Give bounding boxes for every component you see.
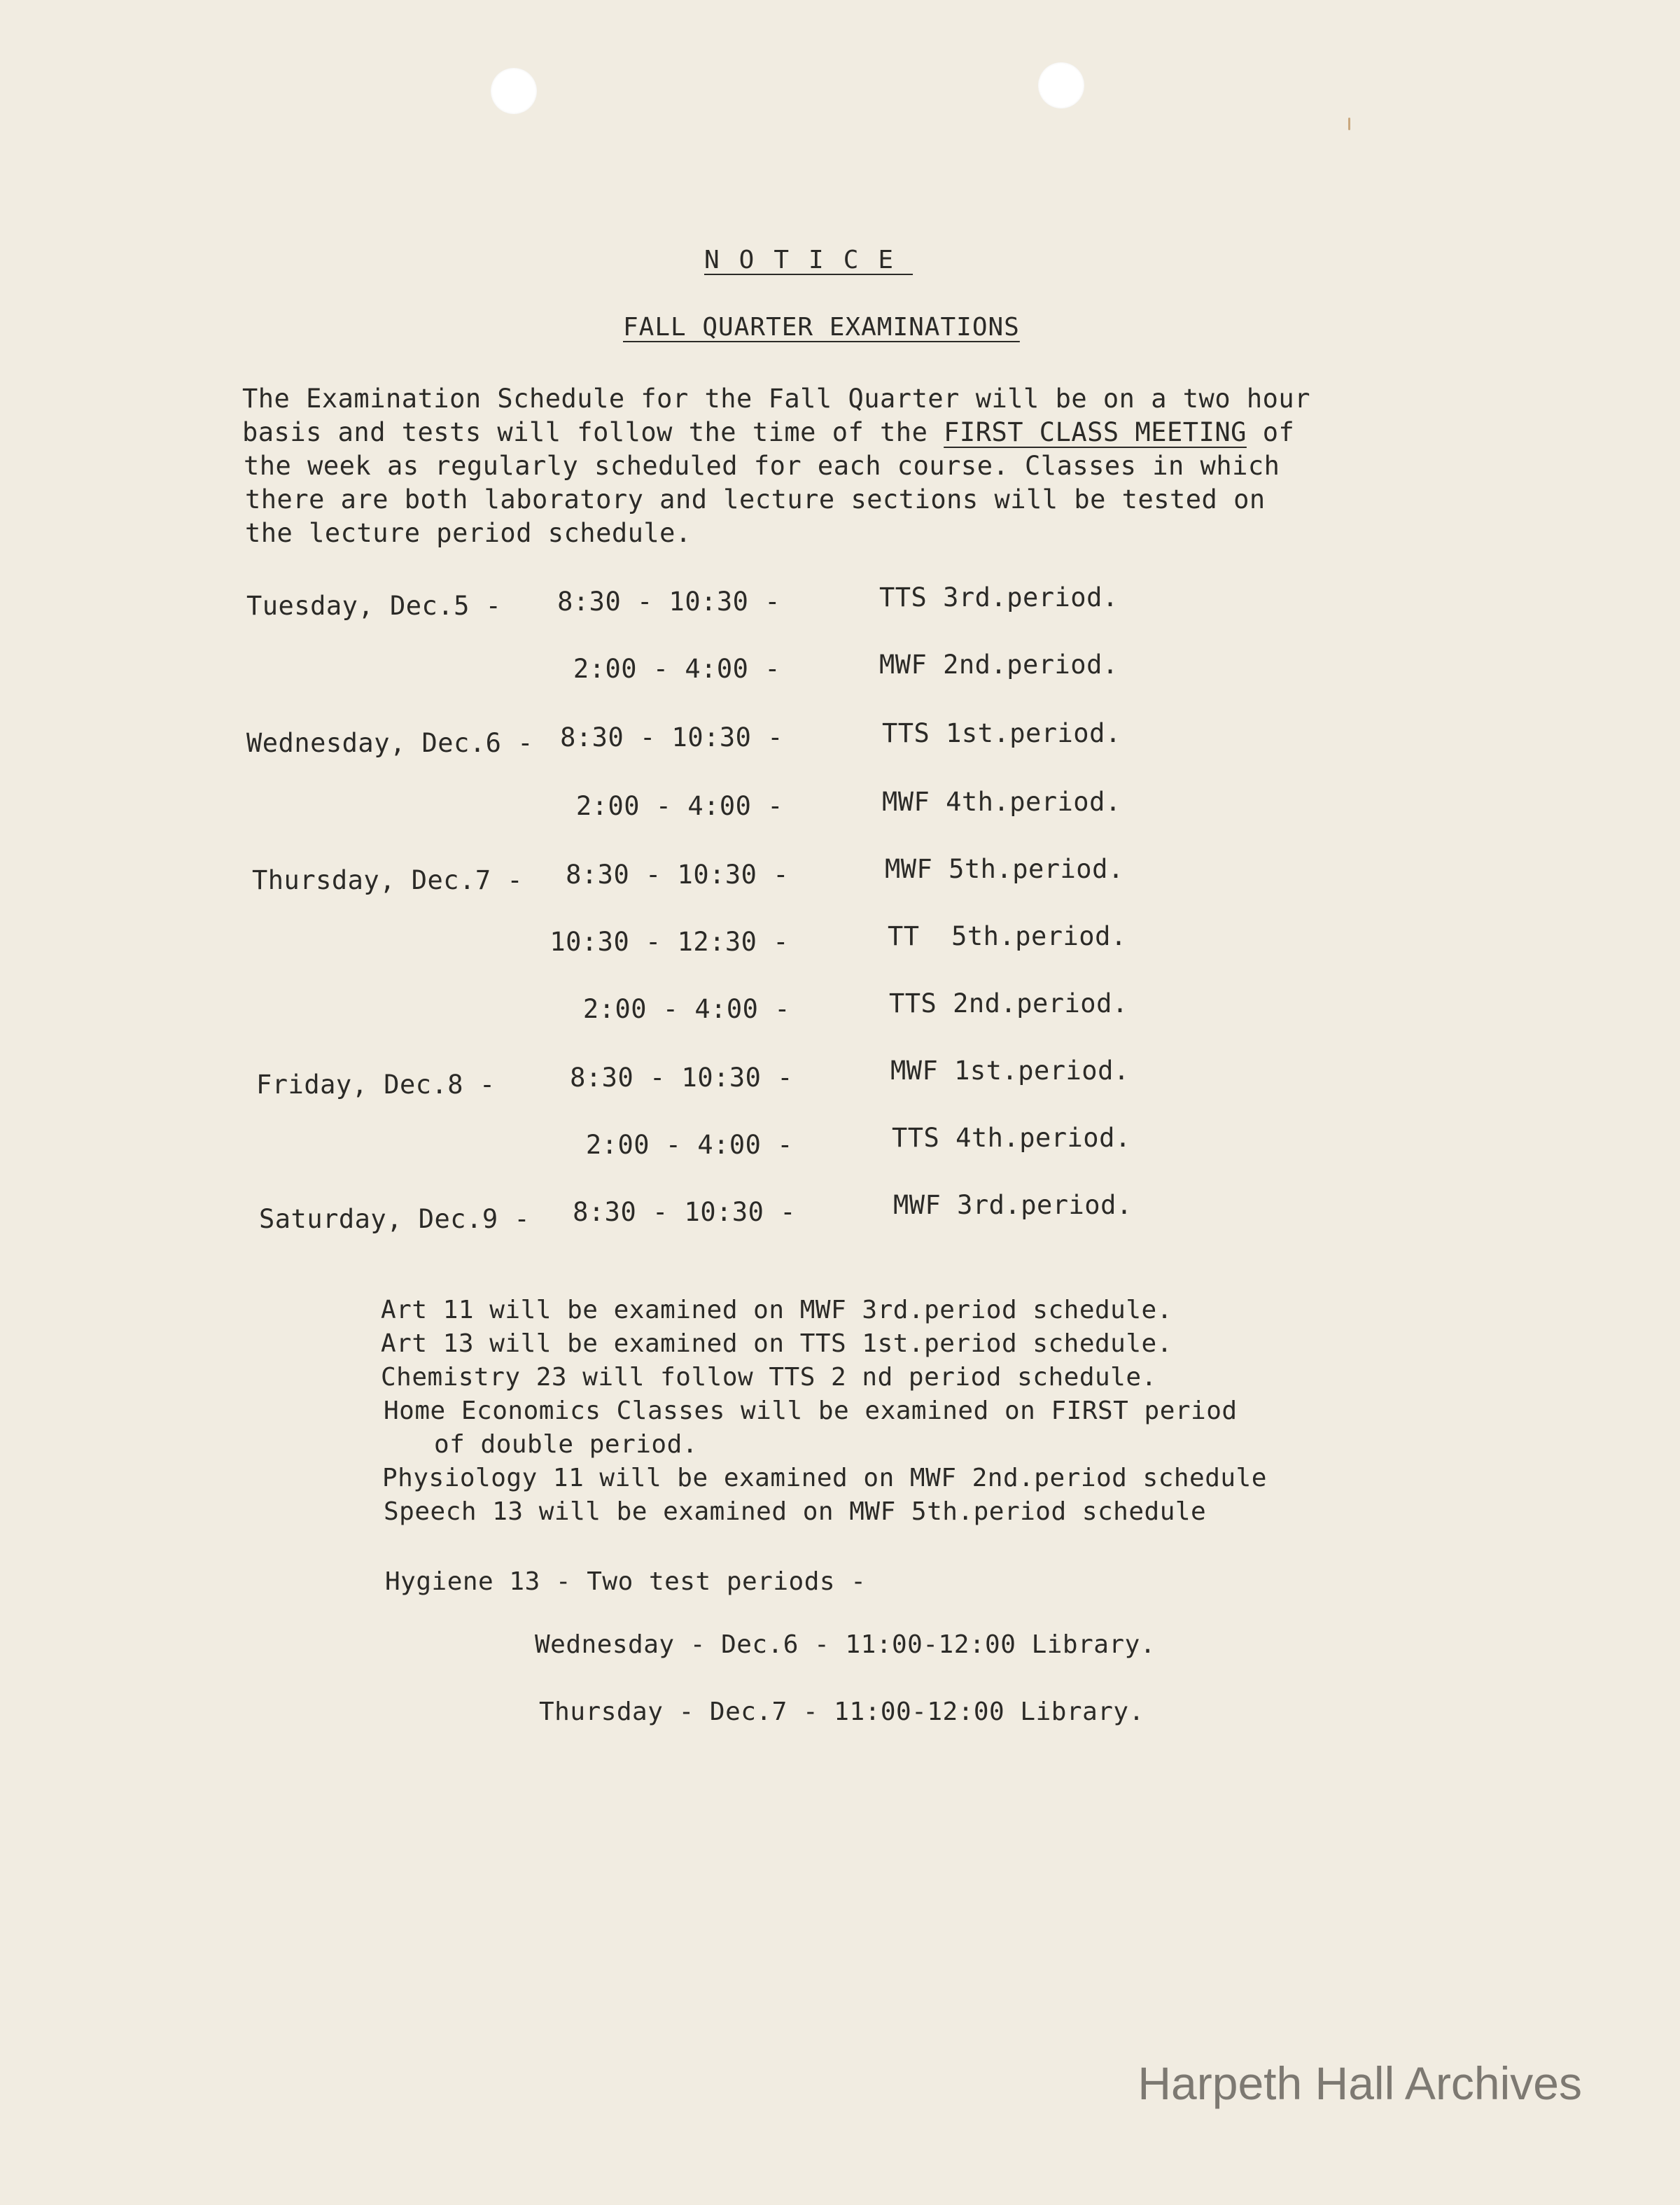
course-note: Art 13 will be examined on TTS 1st.period schedule.: [381, 1329, 1172, 1358]
schedule-period: TTS 4th.period.: [892, 1123, 1131, 1153]
intro-line: The Examination Schedule for the Fall Quarter will be on a two hour: [242, 384, 1310, 414]
schedule-time: 10:30 - 12:30 -: [550, 927, 789, 957]
schedule-time: 2:00 - 4:00 -: [585, 1130, 793, 1160]
intro-line-end: of: [1262, 417, 1295, 447]
course-note: Chemistry 23 will follow TTS 2 nd period schedule.: [381, 1363, 1157, 1392]
schedule-period: MWF 2nd.period.: [879, 650, 1119, 680]
schedule-period: MWF 4th.period.: [882, 787, 1121, 817]
intro-line: [242, 416, 1294, 449]
schedule-time: 8:30 - 10:30 -: [557, 587, 780, 617]
schedule-period: MWF 1st.period.: [890, 1056, 1130, 1086]
course-note: Art 11 will be examined on MWF 3rd.period schedule.: [381, 1296, 1172, 1324]
archive-watermark: Harpeth Hall Archives: [1138, 2057, 1582, 2109]
punch-hole-left: [491, 68, 537, 114]
schedule-time: 8:30 - 10:30 -: [573, 1197, 796, 1227]
schedule-day: Friday, Dec.8 -: [256, 1070, 496, 1100]
intro-line-text: basis and tests will follow the time of the: [242, 417, 928, 447]
hygiene-session: Wednesday - Dec.6 - 11:00-12:00 Library.: [535, 1630, 1156, 1659]
intro-line: the week as regularly scheduled for each course. Classes in which: [244, 451, 1280, 481]
schedule-period: TT 5th.period.: [888, 921, 1127, 951]
exam-subtitle: FALL QUARTER EXAMINATIONS: [623, 313, 1020, 342]
notice-heading: NOTICE: [704, 246, 913, 274]
paper-speck: [1348, 118, 1350, 130]
course-note: of double period.: [434, 1430, 698, 1459]
schedule-time: 2:00 - 4:00 -: [573, 654, 780, 684]
schedule-period: TTS 1st.period.: [882, 718, 1121, 748]
hygiene-title: Hygiene 13 - Two test periods -: [385, 1567, 867, 1596]
schedule-day: Wednesday, Dec.6 -: [246, 728, 533, 758]
punch-hole-right: [1038, 62, 1084, 108]
course-note: Physiology 11 will be examined on MWF 2nd.period schedule: [382, 1464, 1267, 1492]
course-note: Speech 13 will be examined on MWF 5th.period schedule: [384, 1497, 1207, 1526]
intro-line: there are both laboratory and lecture sections will be tested on: [245, 484, 1266, 514]
schedule-time: 8:30 - 10:30 -: [566, 860, 789, 890]
schedule-time: 2:00 - 4:00 -: [582, 994, 790, 1024]
intro-line: the lecture period schedule.: [245, 518, 692, 548]
first-class-meeting-emphasis: FIRST CLASS MEETING: [944, 417, 1247, 447]
schedule-time: 8:30 - 10:30 -: [570, 1063, 793, 1093]
schedule-time: 8:30 - 10:30 -: [560, 722, 783, 752]
schedule-period: MWF 3rd.period.: [893, 1190, 1133, 1220]
schedule-day: Tuesday, Dec.5 -: [246, 591, 502, 621]
schedule-time: 2:00 - 4:00 -: [575, 791, 783, 821]
schedule-day: Thursday, Dec.7 -: [252, 865, 524, 895]
schedule-day: Saturday, Dec.9 -: [259, 1204, 531, 1234]
schedule-period: MWF 5th.period.: [885, 854, 1124, 884]
course-note: Home Economics Classes will be examined on FIRST period: [384, 1396, 1238, 1425]
schedule-period: TTS 3rd.period.: [879, 582, 1119, 612]
schedule-period: TTS 2nd.period.: [889, 988, 1128, 1018]
hygiene-session: Thursday - Dec.7 - 11:00-12:00 Library.: [539, 1698, 1144, 1726]
